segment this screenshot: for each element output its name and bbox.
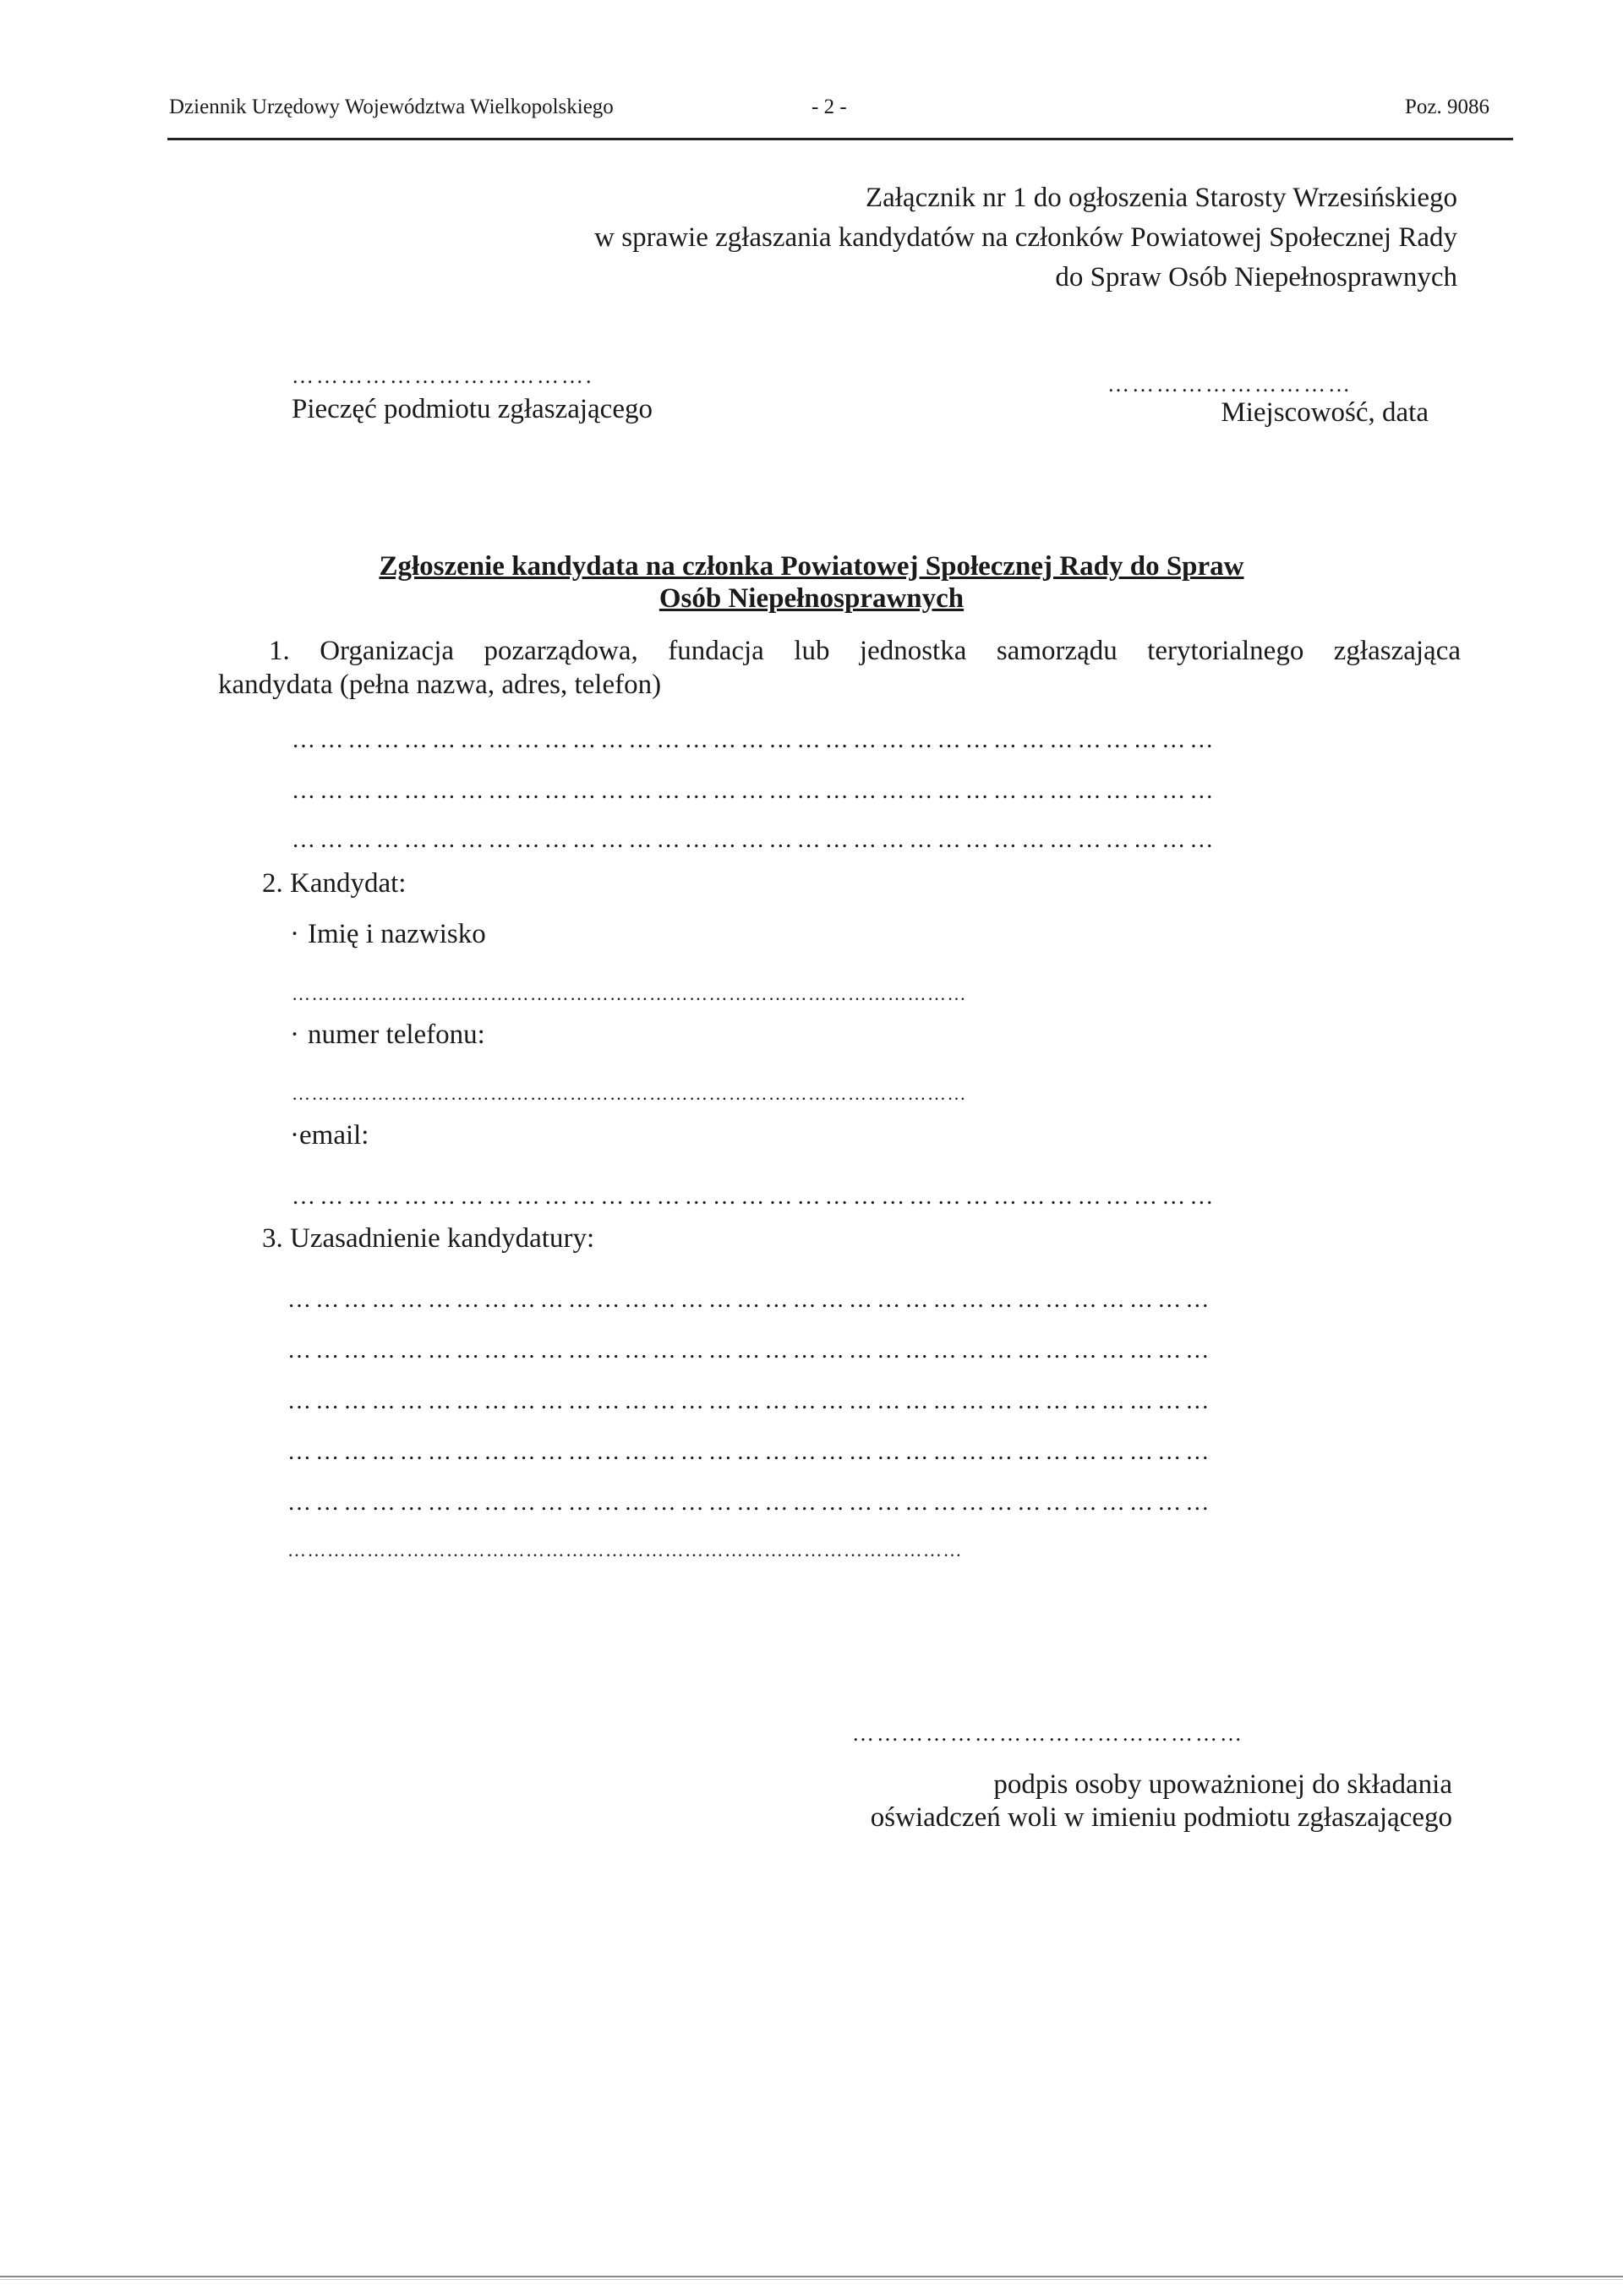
- name-label-text: Imię i nazwisko: [308, 919, 486, 949]
- section-1-line-1: 1. Organizacja pozarządowa, fundacja lub jednostka samorządu terytorialnego zgłaszająca: [269, 636, 1461, 666]
- email-dotline: ………………………………………………………………………………………: [292, 1185, 1218, 1209]
- annex-line-1: Załącznik nr 1 do ogłoszenia Starosty Wrzesińskiego: [865, 183, 1457, 213]
- justification-dotline-4: ………………………………………………………………………………………: [287, 1440, 1214, 1464]
- org-dotline-2: ………………………………………………………………………………………: [292, 779, 1218, 803]
- scan-edge-shadow: [0, 2279, 1623, 2280]
- position-number: Poz. 9086: [1405, 96, 1489, 118]
- header-rule: [167, 138, 1513, 140]
- place-date-dotline: …………………………: [1107, 372, 1352, 396]
- signature-label-line-2: oświadczeń woli w imieniu podmiotu zgłaszającego: [870, 1802, 1452, 1833]
- page-number: - 2 -: [812, 96, 847, 118]
- bullet: ·: [290, 1020, 299, 1050]
- bullet: ·: [290, 919, 299, 949]
- org-dotline-1: ………………………………………………………………………………………: [292, 729, 1218, 752]
- email-label-text: email:: [299, 1120, 369, 1151]
- name-dotline: …………………………………………………………………………………………: [292, 983, 967, 1004]
- org-dotline-3: ………………………………………………………………………………………: [292, 828, 1218, 852]
- annex-line-3: do Spraw Osób Niepełnosprawnych: [1055, 262, 1457, 292]
- section-3-heading: 3. Uzasadnienie kandydatury:: [262, 1223, 595, 1254]
- section-1-line-2: kandydata (pełna nazwa, adres, telefon): [218, 670, 662, 700]
- place-date-label: Miejscowość, data: [1221, 397, 1429, 428]
- signature-dotline: …………………………………………: [852, 1721, 1244, 1746]
- candidate-phone-label: [290, 1020, 485, 1051]
- justification-dotline-6: …………………………………………………………………………………………: [287, 1539, 963, 1561]
- candidate-email-label: [290, 1120, 369, 1151]
- signature-label-line-1: podpis osoby upoważnionej do składania: [993, 1769, 1452, 1800]
- justification-dotline-1: ………………………………………………………………………………………: [287, 1288, 1214, 1312]
- annex-line-2: w sprawie zgłaszania kandydatów na członków Powiatowej Społecznej Rady: [594, 222, 1457, 253]
- justification-dotline-2: ………………………………………………………………………………………: [287, 1339, 1214, 1363]
- candidate-name-label: [290, 919, 486, 950]
- form-title-line-1: Zgłoszenie kandydata na członka Powiatowej Społecznej Rady do Spraw: [379, 551, 1244, 582]
- form-title-line-2: Osób Niepełnosprawnych: [658, 583, 965, 614]
- journal-name: Dziennik Urzędowy Województwa Wielkopolskiego: [169, 96, 614, 118]
- justification-dotline-5: ………………………………………………………………………………………: [287, 1491, 1214, 1515]
- section-2-heading: 2. Kandydat:: [262, 868, 407, 899]
- stamp-dotline: ……………………………….: [292, 364, 594, 388]
- bullet: ·: [290, 1120, 299, 1151]
- justification-dotline-3: ………………………………………………………………………………………: [287, 1390, 1214, 1413]
- phone-dotline: …………………………………………………………………………………………: [292, 1083, 967, 1104]
- stamp-label: Pieczęć podmiotu zgłaszającego: [292, 394, 653, 424]
- phone-label-text: numer telefonu:: [308, 1020, 485, 1050]
- scan-edge: [0, 2276, 1623, 2277]
